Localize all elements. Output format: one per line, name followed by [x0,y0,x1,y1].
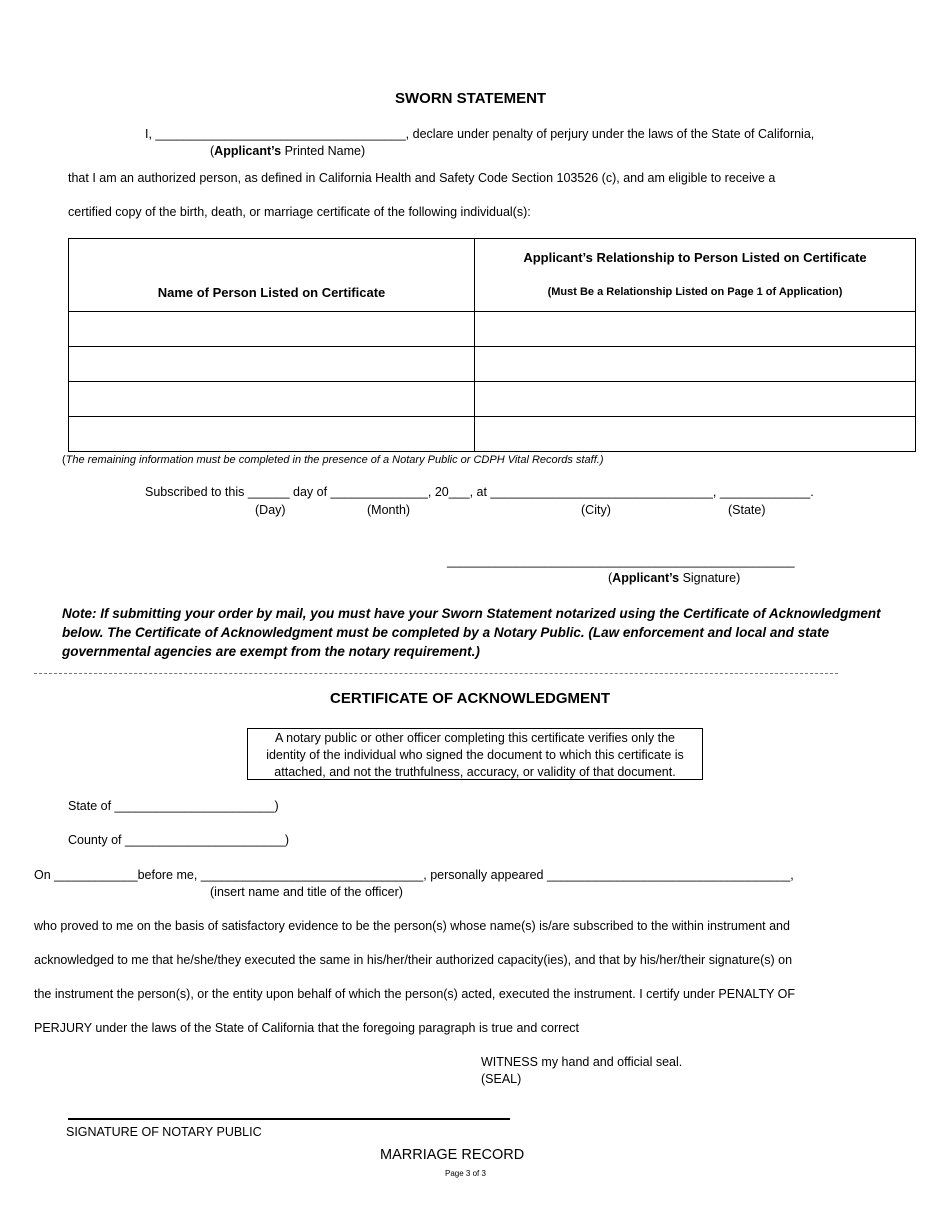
relationship-cell[interactable] [475,382,916,417]
relationship-cell[interactable] [475,417,916,452]
table-header-row [69,239,916,312]
certificate-persons-table [68,238,916,452]
sworn-statement-title: SWORN STATEMENT [395,90,547,107]
disclaimer-line: A notary public or other officer completing this certificate verifies only the [275,731,675,745]
applicant-signature-label [608,571,740,585]
city-label: (City) [581,503,611,517]
seal-text: (SEAL) [481,1072,522,1086]
acknowledgment-paragraph-line: the instrument the person(s), or the entity upon behalf of which the person(s) acted, executed the instrument. I certify under PENALTY OF [34,987,796,1001]
applicant-bold: Applicant’s [214,144,282,158]
acknowledgment-paragraph-line: PERJURY under the laws of the State of California that the foregoing paragraph is true and correct [34,1021,579,1035]
footer-page-number: Page 3 of 3 [445,1169,486,1178]
relationship-column-label: Applicant’s Relationship to Person Listed on Certificate [523,250,867,265]
notary-disclaimer-box [247,728,703,780]
remaining-info-note [62,454,604,466]
officer-label: (insert name and title of the officer) [210,885,403,899]
applicant-signature-line[interactable]: __________________________________________________ [447,554,795,568]
name-cell[interactable] [69,417,475,452]
relationship-cell[interactable] [475,347,916,382]
authorized-person-text: that I am an authorized person, as defined in California Health and Safety Code Section 103526 (c), and am eligible to receive a [68,171,776,185]
relationship-column-header [475,239,916,312]
relationship-column-sublabel: (Must Be a Relationship Listed on Page 1 of Application) [547,286,843,298]
day-label: (Day) [255,503,286,517]
sig-label-text: Signature) [679,571,741,585]
witness-text: WITNESS my hand and official seal. [481,1055,683,1069]
sig-paren-open: ( [608,571,613,585]
county-of-field[interactable]: County of _______________________) [68,833,290,847]
sig-applicant-bold: Applicant’s [612,571,680,585]
applicant-name-line[interactable]: I, ____________________________________, declare under penalty of perjury under the laws of the State of California, [145,127,815,141]
printed-name-text: Printed Name) [281,144,366,158]
certified-copy-text: certified copy of the birth, death, or marriage certificate of the following individual(s): [68,205,531,219]
remaining-note-open: ( [62,454,66,466]
notary-signature-label: SIGNATURE OF NOTARY PUBLIC [66,1125,262,1139]
acknowledgment-title: CERTIFICATE OF ACKNOWLEDGMENT [330,690,610,707]
paren-open: ( [210,144,215,158]
relationship-cell[interactable] [475,312,916,347]
month-label: (Month) [367,503,411,517]
footer-record-title: MARRIAGE RECORD [380,1147,525,1163]
state-label: (State) [728,503,766,517]
disclaimer-line: identity of the individual who signed the document to which this certificate is [266,748,684,762]
on-before-me-line[interactable]: On ____________before me, ________________________________, personally appeared ___________________________________, [34,868,794,882]
name-column-label: Name of Person Listed on Certificate [157,285,386,300]
table-row [69,417,916,452]
section-divider [34,673,838,674]
acknowledgment-paragraph-line: acknowledged to me that he/she/they executed the same in his/her/their authorized capacity(ies), and that by his/her/their signature(s) on [34,953,793,967]
table-row [69,312,916,347]
table-row [69,382,916,417]
remaining-note-text: The remaining information must be completed in the presence of a Notary Public or CDPH Vital Records staff.) [65,454,604,466]
mail-notarization-note: Note: If submitting your order by mail, you must have your Sworn Statement notarized using the Certificate of Acknowledgment below. The Certificate of Acknowledgment must be completed by a Notary Public. (Law enforcement and local and state governmental agencies are exempt from the notary requirement.) [62,606,881,659]
notary-signature-line[interactable] [68,1118,510,1120]
table-row [69,347,916,382]
disclaimer-line: attached, and not the truthfulness, accuracy, or validity of that document. [274,765,676,779]
state-of-field[interactable]: State of _______________________) [68,799,279,813]
name-cell[interactable] [69,382,475,417]
name-column-header [69,239,475,312]
printed-name-label [210,144,365,158]
subscribed-line[interactable]: Subscribed to this ______ day of ______________, 20___, at ________________________________, _____________. [145,485,814,499]
name-cell[interactable] [69,312,475,347]
name-cell[interactable] [69,347,475,382]
acknowledgment-paragraph-line: who proved to me on the basis of satisfactory evidence to be the person(s) whose name(s) is/are subscribed to the within instrument and [34,919,790,933]
